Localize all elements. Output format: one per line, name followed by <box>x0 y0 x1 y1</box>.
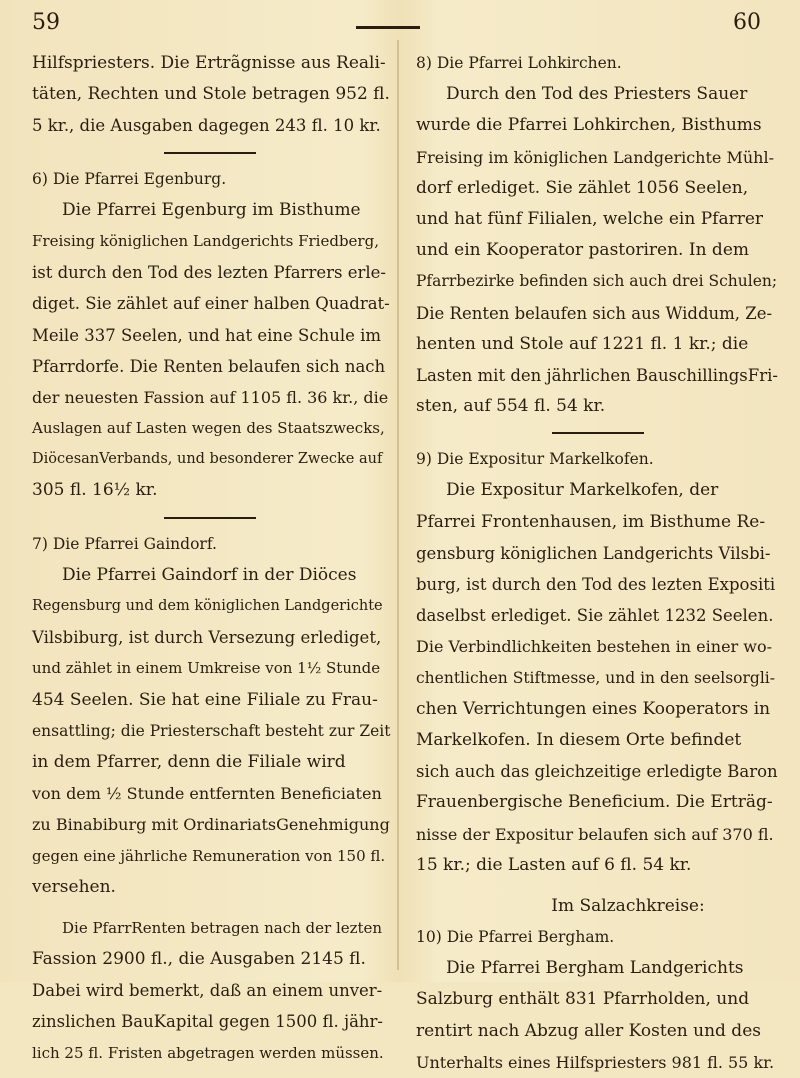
text-line: nisse der Expositur belaufen sich auf 370 fl. <box>416 824 774 844</box>
section-divider <box>32 142 390 164</box>
text-line: dorf erlediget. Sie zählet 1056 Seelen, <box>416 177 749 198</box>
text-line: 305 fl. 16½ kr. <box>32 480 158 501</box>
section-heading: 7) Die Pfarrei Gaindorf. <box>32 534 217 553</box>
text-line: Markelkofen. In diesem Orte befindet <box>416 729 742 750</box>
region-heading: Im Salzachkreise: <box>551 895 705 916</box>
text-line: versehen. <box>32 876 116 897</box>
text-line: Meile 337 Seelen, und hat eine Schule im <box>32 325 382 345</box>
section-divider <box>416 422 780 444</box>
text-line: ensattling; die Priesterschaft besteht zur Zeit <box>32 721 391 740</box>
text-line: von dem ½ Stunde entfernten Beneficiaten <box>32 784 382 804</box>
text-line: rentirt nach Abzug aller Kosten und des <box>416 1020 761 1041</box>
text-line: Fassion 2900 fl., die Ausgaben 2145 fl. <box>32 949 366 970</box>
text-line: zinslichen BauKapital gegen 1500 fl. jähr- <box>32 1012 384 1032</box>
text-line: Pfarrbezirke befinden sich auch drei Schulen; <box>416 272 778 291</box>
text-line: chen Verrichtungen eines Kooperators in <box>416 698 771 719</box>
left-column <box>32 48 390 1069</box>
text-line: Vilsbiburg, ist durch Versezung erlediget, <box>32 628 382 648</box>
text-line: Dabei wird bemerkt, daß an einem unver- <box>32 981 383 1001</box>
text-line: burg, ist durch den Tod des lezten Expositi <box>416 575 776 594</box>
text-line: daselbst erlediget. Sie zählet 1232 Seelen. <box>416 606 774 626</box>
text-line: henten und Stole auf 1221 fl. 1 kr.; die <box>416 333 749 354</box>
text-line: Die Expositur Markelkofen, der <box>446 480 719 501</box>
text-line: Salzburg enthält 831 Pfarrholden, und <box>416 989 750 1010</box>
text-line: Die Pfarrei Egenburg im Bisthume <box>62 199 361 220</box>
text-line: täten, Rechten und Stole betragen 952 fl. <box>32 84 390 105</box>
section-heading: 10) Die Pfarrei Bergham. <box>416 928 615 947</box>
text-line: sich auch das gleichzeitige erledigte Baron <box>416 762 778 782</box>
text-line: Die Pfarrei Gaindorf in der Diöces <box>62 564 357 585</box>
text-line: 15 kr.; die Lasten auf 6 fl. 54 kr. <box>416 854 692 875</box>
text-line: Pfarrei Frontenhausen, im Bisthume Re- <box>416 511 766 532</box>
page-number-left: 59 <box>32 10 60 35</box>
paragraph-spacer <box>32 903 390 913</box>
section-divider <box>32 507 390 529</box>
text-line: Die Verbindlichkeiten bestehen in einer wo- <box>416 637 772 657</box>
text-line: Lasten mit den jährlichen BauschillingsFri- <box>416 365 778 385</box>
text-line: in dem Pfarrer, denn die Filiale wird <box>32 751 346 772</box>
page-number-right: 60 <box>733 10 761 35</box>
text-line: gensburg königlichen Landgerichts Vilsbi- <box>416 543 771 563</box>
text-line: sten, auf 554 fl. 54 kr. <box>416 396 606 417</box>
text-line: Frauenbergische Beneficium. Die Erträg- <box>416 792 773 813</box>
text-line: und zählet in einem Umkreise von 1½ Stunde <box>32 659 381 678</box>
text-line: gegen eine jährliche Remuneration von 150 fl. <box>32 846 386 865</box>
text-line: Freising königlichen Landgerichts Friedberg, <box>32 231 379 250</box>
text-line: Unterhalts eines Hilfspriesters 981 fl. 55 kr. <box>416 1052 775 1072</box>
text-line: Die Pfarrei Bergham Landgerichts <box>446 958 744 979</box>
text-line: chentlichen Stiftmesse, und in den seelsorgli- <box>416 668 775 687</box>
text-line: Die PfarrRenten betragen nach der lezten <box>62 918 383 937</box>
section-heading: 6) Die Pfarrei Egenburg. <box>32 169 227 188</box>
text-line: und ein Kooperator pastoriren. In dem <box>416 240 749 261</box>
text-line: zu Binabiburg mit OrdinariatsGenehmigung <box>32 815 390 835</box>
section-heading: 8) Die Pfarrei Lohkirchen. <box>416 54 622 72</box>
text-line: lich 25 fl. Fristen abgetragen werden müssen. <box>32 1043 384 1062</box>
text-line: Die Renten belaufen sich aus Widdum, Ze- <box>416 303 773 323</box>
text-line: Hilfspriesters. Die Ertrãgnisse aus Reali- <box>32 53 386 73</box>
text-line: ist durch den Tod des lezten Pfarrers erle- <box>32 263 386 283</box>
text-line: der neuesten Fassion auf 1105 fl. 36 kr., die <box>32 387 389 407</box>
paragraph-spacer <box>416 881 780 891</box>
page-fold <box>397 40 399 970</box>
text-line: und hat fünf Filialen, welche ein Pfarrer <box>416 208 764 229</box>
header-rule <box>356 26 420 29</box>
text-line: 5 kr., die Ausgaben dagegen 243 fl. 10 kr. <box>32 116 381 136</box>
text-line: Auslagen auf Lasten wegen des Staatszwecks, <box>32 419 385 438</box>
text-line: diget. Sie zählet auf einer halben Quadrat- <box>32 294 390 314</box>
text-line: Freising im königlichen Landgerichte Mühl- <box>416 147 774 167</box>
text-line: Durch den Tod des Priesters Sauer <box>446 84 748 105</box>
text-line: 454 Seelen. Sie hat eine Filiale zu Frau- <box>32 689 378 710</box>
text-line: wurde die Pfarrei Lohkirchen, Bisthums <box>416 115 762 136</box>
text-line: DiöcesanVerbands, und besonderer Zwecke auf <box>32 451 383 468</box>
text-line: Pfarrdorfe. Die Renten belaufen sich nach <box>32 356 386 376</box>
section-heading: 9) Die Expositur Markelkofen. <box>416 450 654 469</box>
right-column <box>416 48 780 1078</box>
text-line: Regensburg und dem königlichen Landgerichte <box>32 598 383 614</box>
